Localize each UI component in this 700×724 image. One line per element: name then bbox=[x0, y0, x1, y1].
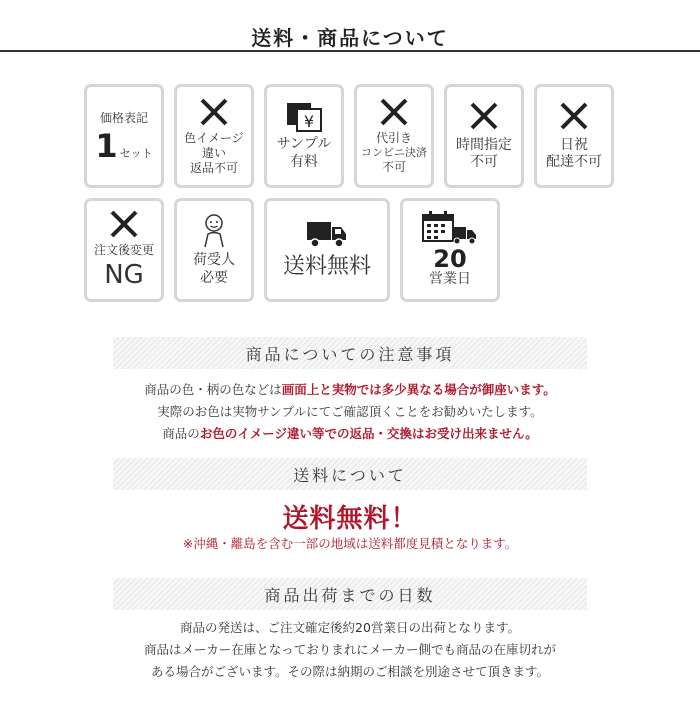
sample-line1: サンプル bbox=[276, 136, 332, 152]
notice-line1 bbox=[0, 380, 700, 398]
cod-line2: コンビニ決済 bbox=[361, 146, 427, 160]
tile-sample bbox=[264, 84, 344, 188]
holiday-line1: 日祝 bbox=[560, 136, 588, 153]
cross-icon bbox=[199, 97, 229, 127]
delivery-line2: 商品はメーカー在庫となっておりまれにメーカー側でも商品の在庫切れが bbox=[143, 642, 556, 657]
notice-heading: 商品についての注意事項 bbox=[113, 337, 587, 369]
delivery-heading: 商品出荷までの日数 bbox=[113, 578, 587, 610]
price-unit: セット bbox=[119, 146, 153, 160]
price-label: 価格表記 bbox=[99, 110, 148, 125]
tile-free-shipping bbox=[264, 198, 390, 302]
delivery-line3: ある場合がございます。その際は納期のご相談を別途させて頂きます。 bbox=[150, 664, 549, 679]
tile-recipient bbox=[174, 198, 254, 302]
notice-line3-plain: 商品の bbox=[162, 426, 200, 441]
notice-line1-plain: 商品の色・柄の色などは bbox=[144, 382, 282, 397]
order-change-line2: NG bbox=[104, 259, 144, 290]
ship-days-number: 20 bbox=[433, 245, 467, 274]
recipient-line1: 荷受人 bbox=[193, 252, 235, 268]
cross-icon bbox=[559, 101, 589, 131]
delivery-line1: 商品の発送は、ご注文確定後約20営業日の出荷となります。 bbox=[180, 620, 520, 635]
notice-line2: 実際のお色は実物サンプルにてご確認頂くことをお勧めいたします。 bbox=[157, 404, 543, 419]
notice-line1-red: 画面上と実物では多少異なる場合が御座います。 bbox=[281, 382, 556, 397]
tile-ship-days bbox=[400, 198, 500, 302]
ship-days-unit: 営業日 bbox=[429, 271, 471, 288]
cod-line1: 代引き bbox=[375, 131, 412, 146]
truck-icon bbox=[306, 219, 348, 249]
shipping-heading: 送料について bbox=[113, 458, 587, 490]
free-shipping-label: 送料無料 bbox=[282, 254, 371, 280]
color-line1: 色イメージ bbox=[184, 130, 244, 145]
time-line2: 不可 bbox=[470, 154, 498, 170]
price-count bbox=[95, 126, 153, 165]
free-shipping-headline: 送料無料！ bbox=[282, 504, 418, 534]
tile-cod bbox=[354, 84, 434, 188]
cross-icon bbox=[469, 101, 499, 131]
svg-text:¥: ¥ bbox=[303, 112, 315, 131]
sample-yen-icon bbox=[285, 101, 323, 133]
sample-line2: 有料 bbox=[290, 153, 318, 170]
calendar-truck-icon bbox=[422, 211, 478, 245]
tile-order-change bbox=[84, 198, 164, 302]
holiday-line2: 配達不可 bbox=[546, 154, 602, 170]
tile-color-return bbox=[174, 84, 254, 188]
notice-line3 bbox=[0, 424, 700, 442]
cross-icon bbox=[379, 97, 409, 127]
recipient-line2: 必要 bbox=[200, 269, 228, 286]
order-change-line1: 注文後変更 bbox=[93, 242, 154, 257]
price-number: 1 bbox=[95, 126, 118, 165]
notice-line3-red: お色のイメージ違い等での返品・交換はお受け出来ません。 bbox=[199, 426, 538, 441]
cod-line3: 不可 bbox=[381, 159, 406, 174]
cross-icon bbox=[109, 209, 139, 239]
shipping-note: ※沖縄・離島を含む一部の地域は送料都度見積となります。 bbox=[182, 536, 518, 551]
color-line2: 違い bbox=[201, 145, 226, 160]
tile-price-unit bbox=[84, 84, 164, 188]
page-title: 送料・商品について bbox=[251, 26, 449, 50]
tile-time bbox=[444, 84, 524, 188]
title-divider bbox=[0, 50, 700, 52]
color-line3: 返品不可 bbox=[189, 160, 238, 175]
tile-holiday bbox=[534, 84, 614, 188]
time-line1: 時間指定 bbox=[456, 136, 512, 153]
person-icon bbox=[200, 213, 228, 249]
